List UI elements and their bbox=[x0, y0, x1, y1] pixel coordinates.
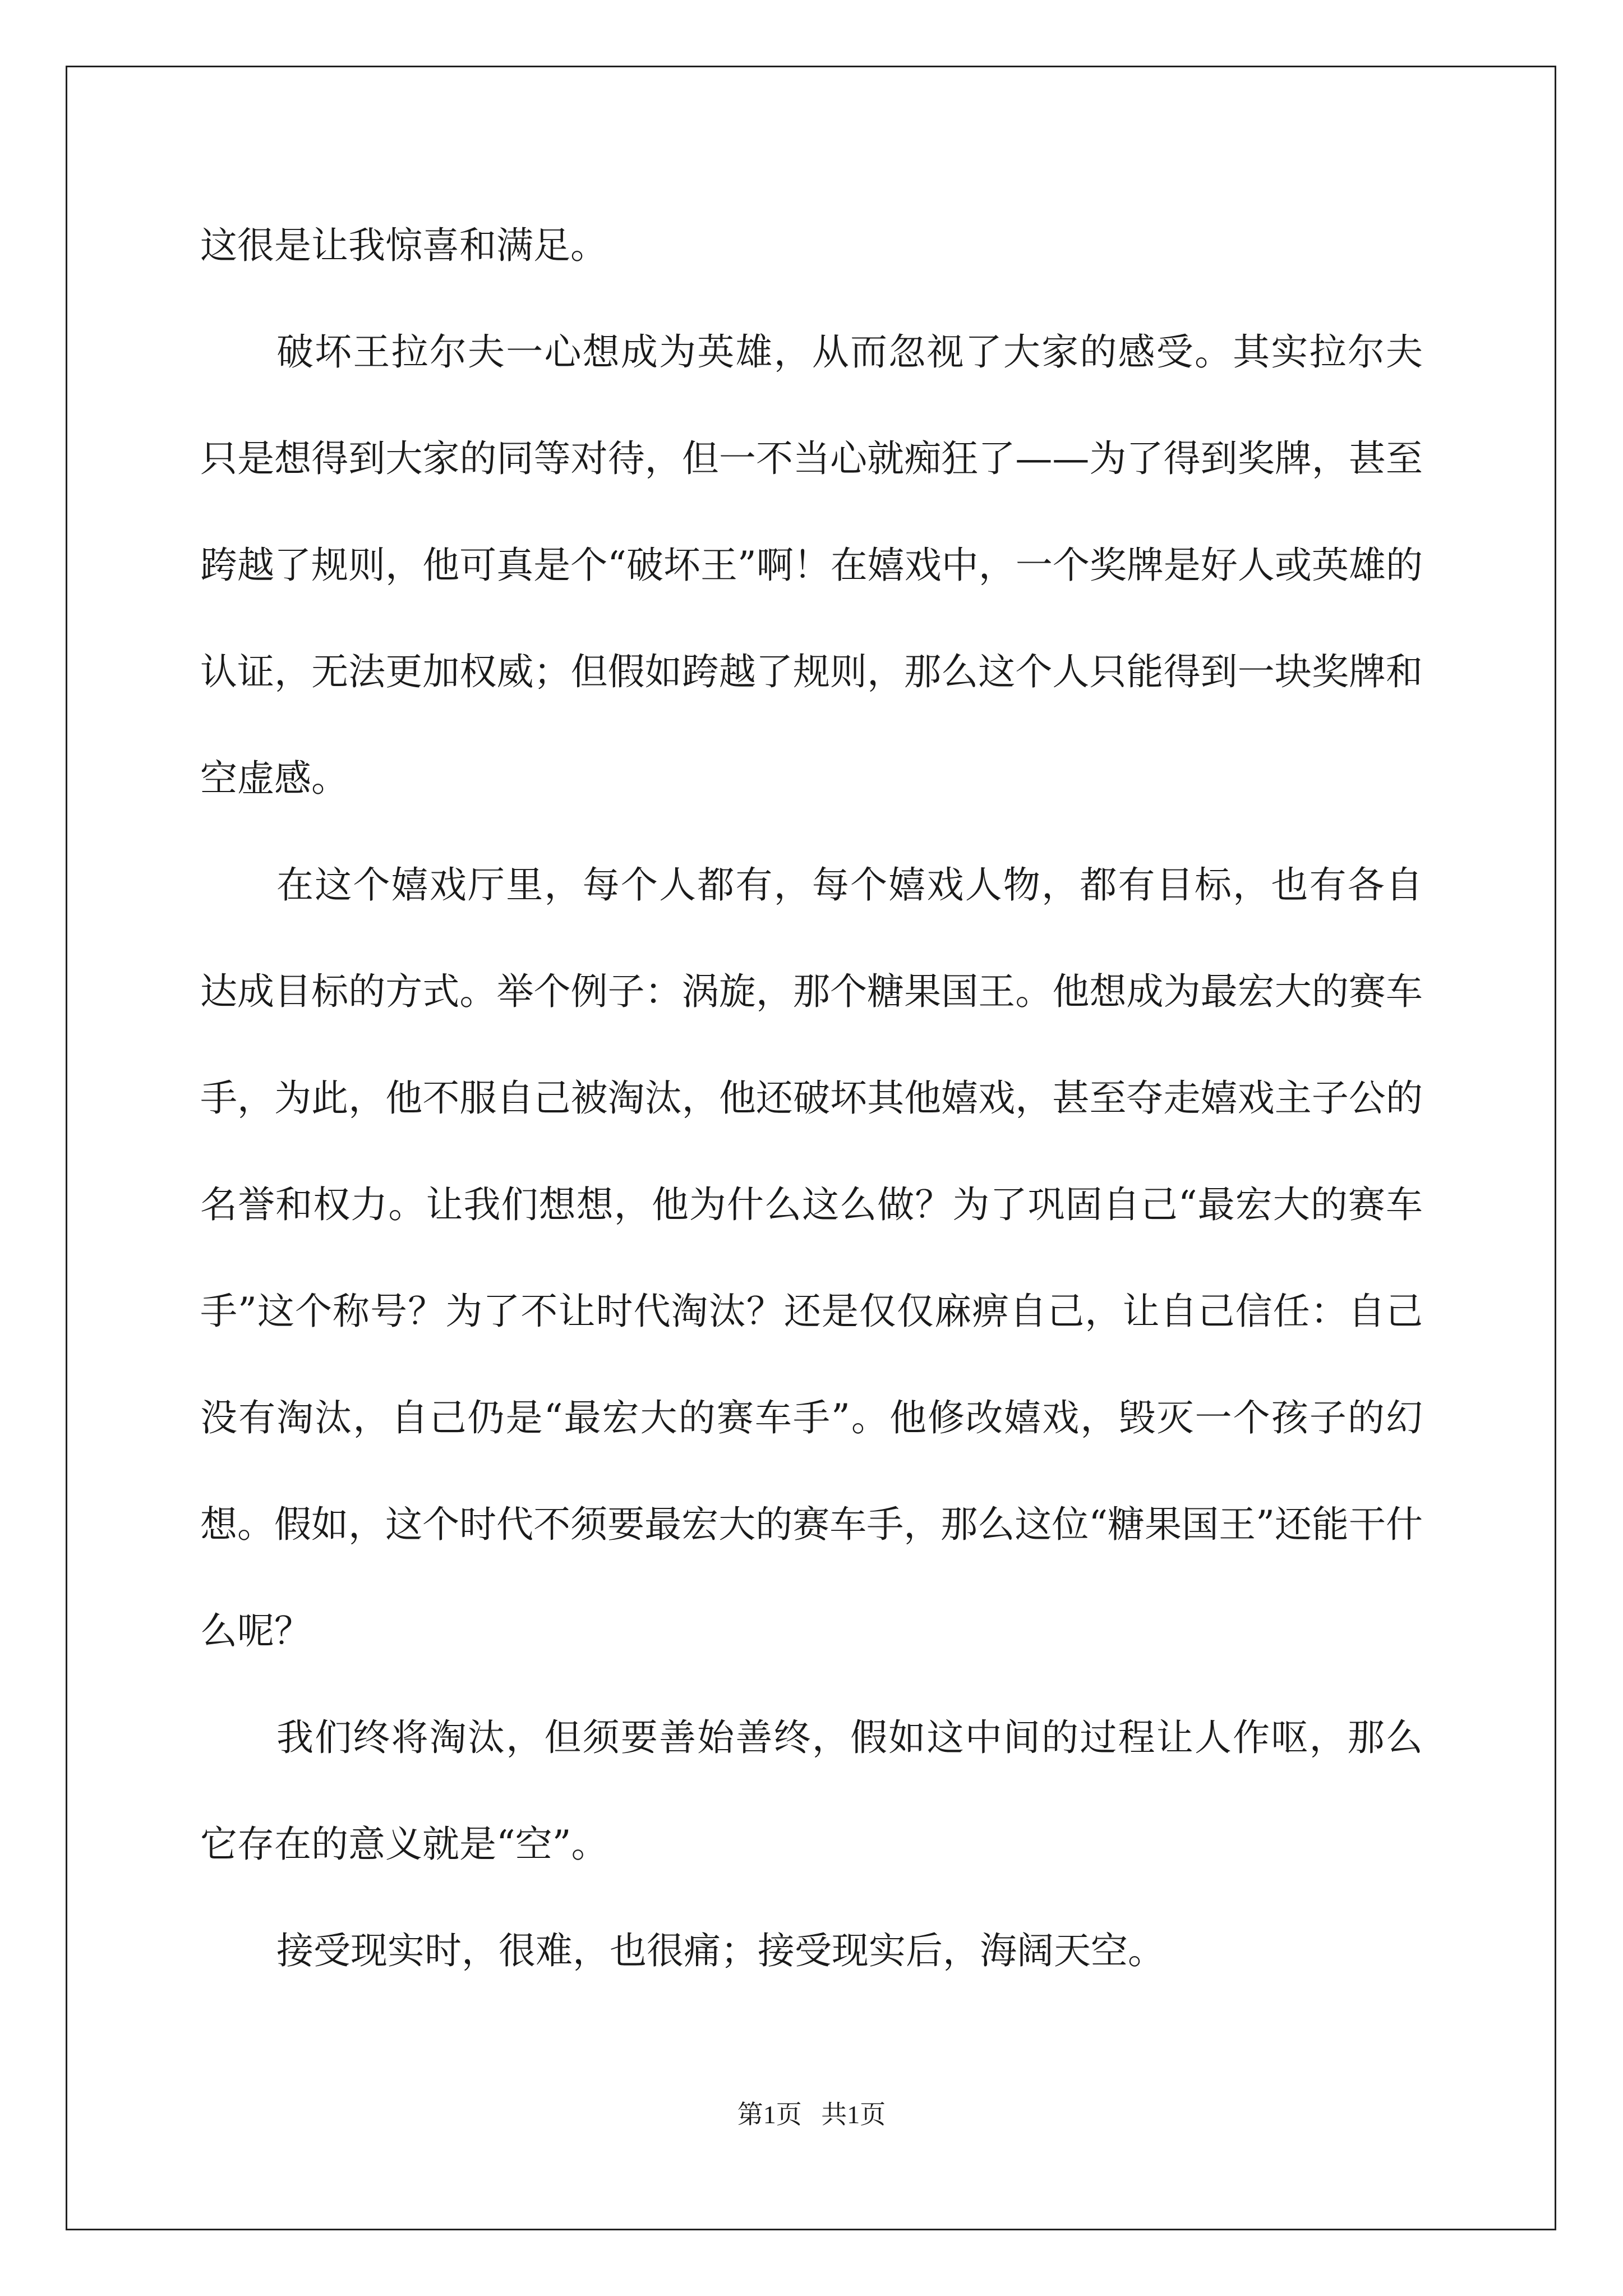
paragraph-4: 我们终将淘汰，但须要善始善终，假如这中间的过程让人作呕，那么它存在的意义就是“空”。 bbox=[200, 1716, 1423, 1866]
document-body bbox=[200, 192, 1423, 2004]
paragraph-2: 破坏王拉尔夫一心想成为英雄，从而忽视了大家的感受。其实拉尔夫只是想得到大家的同等对待，但一不当心就痴狂了——为了得到奖牌，甚至跨越了规则，他可真是个“破坏王”啊！在嬉戏中，一个奖牌是好人或英雄的认证，无法更加权威；但假如跨越了规则，那么这个人只能得到一块奖牌和空虚感。 bbox=[200, 330, 1423, 800]
paragraph-1: 这很是让我惊喜和满足。 bbox=[200, 224, 607, 267]
paragraph-3: 在这个嬉戏厅里，每个人都有，每个嬉戏人物，都有目标，也有各自达成目标的方式。举个例子：涡旋，那个糖果国王。他想成为最宏大的赛车手，为此，他不服自己被淘汰，他还破坏其他嬉戏，甚至夺走嬉戏主子公的名誉和权力。让我们想想，他为什么这么做？为了巩固自己“最宏大的赛车手”这个称号？为了不让时代淘汰？还是仅仅麻痹自己，让自己信任：自己没有淘汰，自己仍是“最宏大的赛车手”。他修改嬉戏，毁灭一个孩子的幻想。假如，这个时代不须要最宏大的赛车手，那么这位“糖果国王”还能干什么呢？ bbox=[200, 863, 1423, 1653]
page-number-footer: 第1页 共1页 bbox=[737, 2100, 886, 2129]
paragraph-5: 接受现实时，很难，也很痛；接受现实后，海阔天空。 bbox=[276, 1929, 1165, 1972]
